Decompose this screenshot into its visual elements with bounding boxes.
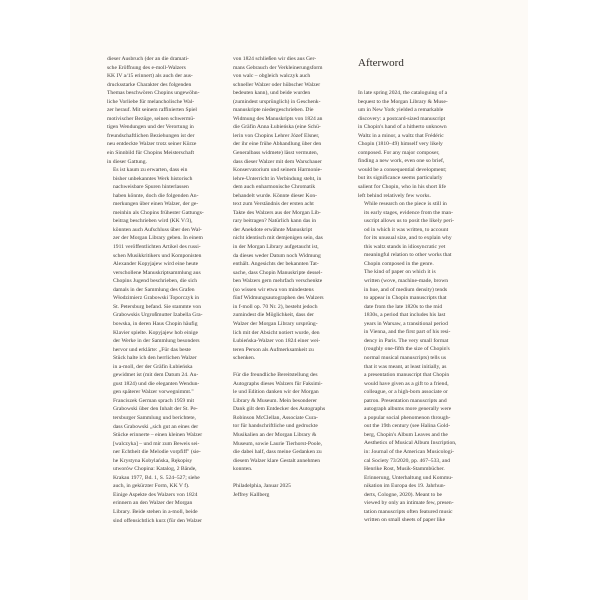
- text-line: 1911 veröffentlichten Artikel des russi-: [113, 244, 201, 251]
- text-line: Library & Museum. Mein besonderer: [233, 397, 318, 404]
- text-line: Chopin composed in the genre.: [364, 260, 434, 267]
- text-line: zer herauf. Mit seinem raffinierten Spiel: [107, 107, 197, 114]
- document-page: [70, 0, 528, 600]
- text-line: patron. Presentation manuscripts and: [364, 397, 447, 404]
- text-line: rary beitragen? Natürlich kann das in: [233, 218, 317, 225]
- text-line: tersburger Sammlung und berichtete,: [113, 414, 196, 421]
- text-line: Aesthetics of Musical Album Inscription,: [364, 440, 457, 447]
- text-line: enthält. Angesichts der bekannten Tat-: [233, 261, 319, 268]
- text-line: tation manuscripts often featured music: [364, 508, 453, 515]
- text-line: der ihr eine frühe Abhandlung über den: [233, 141, 322, 148]
- text-line: text zum Verständnis der ersten acht: [233, 201, 314, 208]
- text-line: zumindest die Möglichkeit, dass der: [233, 312, 314, 319]
- text-line: (roughly one-fifth the size of Chopin's: [364, 346, 450, 353]
- text-line: freundschaftlichen Beziehungen ist der: [107, 132, 195, 139]
- paragraph: [233, 482, 351, 499]
- text-line: liche Vorliebe für melancholische Wal-: [107, 98, 195, 105]
- text-line: Alexander Kopyjajew wird eine heute: [113, 261, 199, 268]
- text-line: beitrag beschrieben wird (KK V/3),: [113, 218, 193, 225]
- text-line: die dabei half, dass meine Gedanken zu: [233, 449, 322, 456]
- text-line: od in which it was written, to account: [364, 226, 449, 233]
- text-line: (zumindest ursprünglich) in Geschenk-: [233, 98, 321, 105]
- paragraph: [358, 89, 478, 200]
- text-line: in f-moll op. 70 Nr. 2), besteht jedoch: [233, 303, 318, 310]
- text-line: would have given as a gift to a friend,: [364, 380, 449, 387]
- text-line: meinhin als Chopins frühester Gattungs-: [113, 209, 204, 216]
- text-line: schneller Walzer oder hübscher Walzer: [233, 81, 321, 88]
- text-line: years in Warsaw, a transitional period: [364, 320, 448, 327]
- text-line: Erinnerung, Unterhaltung und Kommu-: [364, 474, 453, 481]
- text-line: to appear in Chopin manuscripts that: [364, 295, 447, 302]
- text-line: Grabowskis Urgroßmutter Izabella Gra-: [113, 312, 203, 319]
- text-line: verschollene Manuskriptsammlung aus: [113, 269, 201, 276]
- text-line: meaningful relation to other works that: [364, 252, 452, 259]
- text-line: schenken.: [233, 355, 256, 362]
- text-line: da dieses weder Datum noch Widmung: [233, 252, 321, 259]
- text-line: a popular social phenomenon through-: [364, 414, 451, 421]
- text-line: KK IV a/15 erinnert) als auch der aus-: [107, 73, 193, 80]
- text-line: date from the late 1820s to the mid: [364, 303, 443, 310]
- text-line: Włodzimierz Grabowski Toporczyk in: [113, 295, 200, 302]
- text-line: autograph albums more generally were: [364, 406, 452, 413]
- text-line: Robinson McClellan, Associate Cura-: [233, 414, 318, 421]
- text-line: diesem Walzer klare Gestalt annehmen: [233, 457, 321, 464]
- text-line: merkungen über einen Walzer, der ge-: [113, 201, 199, 208]
- text-line: der Werke in der Sammlung besonders: [113, 338, 200, 345]
- text-line: its early stages, evidence from the man-: [364, 209, 454, 216]
- text-line: fünf Widmungsautographen des Walzers: [233, 295, 324, 302]
- text-line: 1830s, a period that includes his last: [364, 312, 446, 319]
- text-line: Grabowski über den Inhalt der St. Pe-: [113, 406, 198, 413]
- text-line: neu entdeckte Walzer trotz seiner Kürze: [107, 141, 197, 148]
- text-line: in Vienna, and the first part of his resi-: [364, 329, 451, 336]
- text-line: gen späterer Walzer vorwegnimmt.": [113, 389, 194, 396]
- text-line: left behind relatively few works.: [358, 192, 431, 199]
- text-line: Chopin (1810–49) himself very likely: [358, 141, 443, 148]
- text-line: lerin von Chopins Lehrer Józef Elsner,: [233, 132, 320, 139]
- text-line: berg, Chopin's Album Leaves and the: [364, 431, 448, 438]
- text-line: manuskripte niedergeschrieben. Die: [233, 107, 314, 114]
- text-line: Autographs dieses Walzers für Faksimi-: [233, 380, 323, 387]
- text-line: ein Sinnbild für Chopins Meisterschaft: [107, 150, 195, 157]
- text-line: he Krystyna Kobylańska, Rękopisy: [113, 457, 193, 464]
- text-line: in: Journal of the American Musicologi-: [364, 448, 454, 455]
- text-line: dass dieser Walzer mit dem Warschauer: [233, 158, 322, 165]
- paragraph: [358, 200, 478, 268]
- text-line: tor für handschriftliche und gedruckte: [233, 423, 318, 430]
- text-line: dency in Paris. The very small format: [364, 337, 449, 344]
- paragraph: [107, 166, 225, 491]
- text-line: dass Grabowski „sich gut an eines der: [113, 423, 199, 430]
- paragraph: [107, 55, 225, 166]
- text-line: St. Petersburg befand. Sie stammte von: [113, 303, 201, 310]
- text-line: salient for Chopin, who in his short life: [358, 184, 446, 191]
- text-line: Stück halte ich den herrlichen Walzer: [113, 355, 197, 362]
- text-line: Für die freundliche Bereitstellung des: [233, 372, 318, 379]
- text-line: this waltz stands in idiosyncratic yet: [364, 243, 446, 250]
- column-english-afterword: [358, 89, 478, 525]
- text-line: sind offensichtlich kurz (für den Walzer: [113, 517, 202, 524]
- text-line: erinnern an den Walzer der Morgan: [113, 500, 193, 507]
- text-line: haben könnte, doch die folgenden An-: [113, 192, 199, 199]
- text-line: bisher unbekanntes Werk historisch: [113, 175, 193, 182]
- text-line: [walczyka] – und mir zum Beweis sei-: [113, 440, 200, 447]
- text-line: Franciszek German sprach 1959 mit: [113, 397, 195, 404]
- text-line: Generalbass widmete) lässt vermuten,: [233, 150, 319, 157]
- text-line: nachweisbare Spuren hinterlassen: [113, 184, 189, 191]
- text-line: Library. Beide stehen in a-moll, beide: [113, 508, 198, 515]
- text-line: Philadelphia, Januar 2025: [233, 483, 291, 490]
- text-line: Krakau 1977, Bd. 1, S. 524–527; siehe: [113, 474, 200, 481]
- text-line: Jeffrey Kallberg: [233, 491, 270, 498]
- text-line: le und Edition danken wir der Morgan: [233, 389, 319, 396]
- text-line: discovery: a postcard-sized manuscript: [358, 115, 446, 122]
- text-line: cal Society 73/2020, pp. 467–533, and: [364, 457, 451, 464]
- text-line: sche Eröffnung des e-moll-Walzers: [107, 64, 186, 71]
- text-line: lich mit der Absicht notiert wurde, den: [233, 329, 320, 336]
- text-line: tigen Wendungen und der Verortung in: [107, 124, 194, 131]
- text-line: lehre-Unterricht in Verbindung steht, in: [233, 175, 322, 182]
- text-line: von walc – obgleich walczyk auch: [233, 73, 311, 80]
- text-line: Stücke erinnerte – einen kleinen Walzer: [113, 432, 203, 439]
- text-line: normal musical manuscripts) tells us: [364, 354, 447, 361]
- text-line: gust 1824) und die eleganten Wendun-: [113, 380, 200, 387]
- text-line: uscript allows us to posit the likely peri-: [364, 218, 454, 225]
- text-line: in Chopin's hand of a hitherto unknown: [358, 124, 447, 131]
- text-line: viewed by only an intimate few, presen-: [364, 500, 454, 507]
- paragraph: [107, 491, 225, 525]
- text-line: sache, dass Chopin Manuskripte dessel-: [233, 269, 323, 276]
- text-line: written on small sheets of paper like: [364, 517, 446, 524]
- text-line: drucksstarke Charakter des folgenden: [107, 81, 192, 88]
- column-german-2: [233, 55, 351, 499]
- text-line: would be a consequential development;: [358, 166, 447, 173]
- text-line: dieser Ausbruch (der an die dramati-: [107, 56, 189, 62]
- text-line: der Anekdote erwähnte Manuskript: [233, 226, 313, 233]
- text-line: von 1824 schließen wir dies aus Ger-: [233, 56, 317, 62]
- text-line: konnten.: [233, 466, 253, 473]
- text-line: Waltz in a minor, a waltz that Frédéric: [358, 132, 444, 139]
- paragraph: [233, 55, 351, 363]
- text-line: Einige Aspekte des Walzers von 1824: [113, 491, 198, 498]
- text-line: damals in der Sammlung des Grafen: [113, 286, 195, 293]
- text-line: composed. For any major composer,: [358, 149, 440, 156]
- text-line: zer der Morgan Library geben. In einem: [113, 235, 203, 242]
- text-line: Dank gilt dem Entdecker des Autographs: [233, 406, 326, 413]
- text-line: Museum, sowie Laurie Tierhorst-Poole,: [233, 440, 323, 447]
- afterword-heading: Afterword: [358, 57, 404, 69]
- text-line: auch, in gekürzter Form, KK V f).: [113, 483, 190, 490]
- text-line: Takte des Walzers aus der Morgan Lib-: [233, 209, 321, 216]
- text-line: teren Person als Aufmerksamkeit zu: [233, 346, 314, 353]
- text-line: derts, Cologne, 2020). Meant to be: [364, 491, 442, 498]
- text-line: While research on the piece is still in: [364, 201, 447, 208]
- text-line: Es ist kaum zu erwarten, dass ein: [113, 167, 188, 174]
- text-line: in dieser Gattung.: [107, 158, 147, 165]
- text-line: behandelt wurde. Könnte dieser Kon-: [233, 192, 318, 199]
- text-line: dem auch enharmonische Chromatik: [233, 184, 316, 191]
- text-line: Musikalien an der Morgan Library &: [233, 432, 317, 439]
- text-line: bequest to the Morgan Library & Muse-: [358, 98, 448, 105]
- text-line: but its significance seems particularly: [358, 175, 443, 182]
- text-line: mans Gebrauch der Verkleinerungsform: [233, 64, 323, 71]
- text-line: um in New York yielded a remarkable: [358, 107, 444, 114]
- column-german-1: [107, 55, 225, 525]
- text-line: könnten auch Aufschluss über den Wal-: [113, 226, 202, 233]
- text-line: nikation im Europa des 19. Jahrhun-: [364, 483, 446, 490]
- text-line: out the 19th century (see Halina Gold-: [364, 423, 451, 430]
- text-line: Chopins Jugend beschrieben, die sich: [113, 278, 198, 285]
- text-line: Themas beschwören Chopins ungewöhn-: [107, 90, 200, 97]
- text-line: in a-moll, der der Gräfin Łubieńska: [113, 363, 193, 370]
- text-line: colleague, or a high-born associate or: [364, 389, 448, 396]
- paragraph: [358, 268, 478, 524]
- text-line: Widmung des Manuskripts von 1824 an: [233, 115, 323, 122]
- text-line: in hue, and of medium density) tends: [364, 286, 448, 293]
- text-line: bowska, in deren Haus Chopin häufig: [113, 320, 198, 327]
- text-line: (so wissen wir etwa von mindestens: [233, 286, 314, 293]
- text-line: gewidmet ist (mit dem Datum 24. Au-: [113, 372, 199, 379]
- text-line: Klavier spielte. Kopyjajew hob einige: [113, 329, 198, 336]
- text-line: in der Morgan Library aufgetaucht ist,: [233, 244, 319, 251]
- text-line: hervor und erklärte: „Für das beste: [113, 346, 191, 353]
- text-line: Henrike Rost, Musik-Stammbücher.: [364, 466, 445, 473]
- text-line: Walzer der Morgan Library ursprüng-: [233, 320, 318, 327]
- text-line: ner Echtheit die Melodie vorpfiff" (sie-: [113, 449, 201, 456]
- text-line: nicht identisch mit demjenigen sein, das: [233, 235, 323, 242]
- text-line: The kind of paper on which it is: [364, 269, 436, 276]
- text-line: a presentation manuscript that Chopin: [364, 372, 450, 379]
- text-line: motivischer Bezüge, seinen schwermü-: [107, 115, 195, 122]
- paragraph: [233, 371, 351, 474]
- text-line: Łubieńska-Walzer von 1824 einer wei-: [233, 338, 321, 345]
- text-line: die Gräfin Anna Łubieńska (eine Schü-: [233, 124, 321, 131]
- text-line: for its unusual size, and to explain why: [364, 235, 452, 242]
- text-line: written (wove, machine-made, brown: [364, 278, 449, 285]
- text-line: Konservatorium und seinem Harmonie-: [233, 167, 323, 174]
- text-line: schen Musikkritikers und Komponisten: [113, 252, 202, 259]
- text-line: ben Walzers gern mehrfach verschenkte: [233, 278, 323, 285]
- text-line: In late spring 2024, the cataloguing of a: [358, 90, 448, 96]
- text-line: utworów Chopina: Katalog, 2 Bände,: [113, 466, 197, 473]
- text-line: bedeuten kann), und beide wurden: [233, 90, 311, 97]
- text-line: that it was meant, at least initially, as: [364, 363, 447, 370]
- text-line: finding a new work, even one so brief,: [358, 158, 445, 165]
